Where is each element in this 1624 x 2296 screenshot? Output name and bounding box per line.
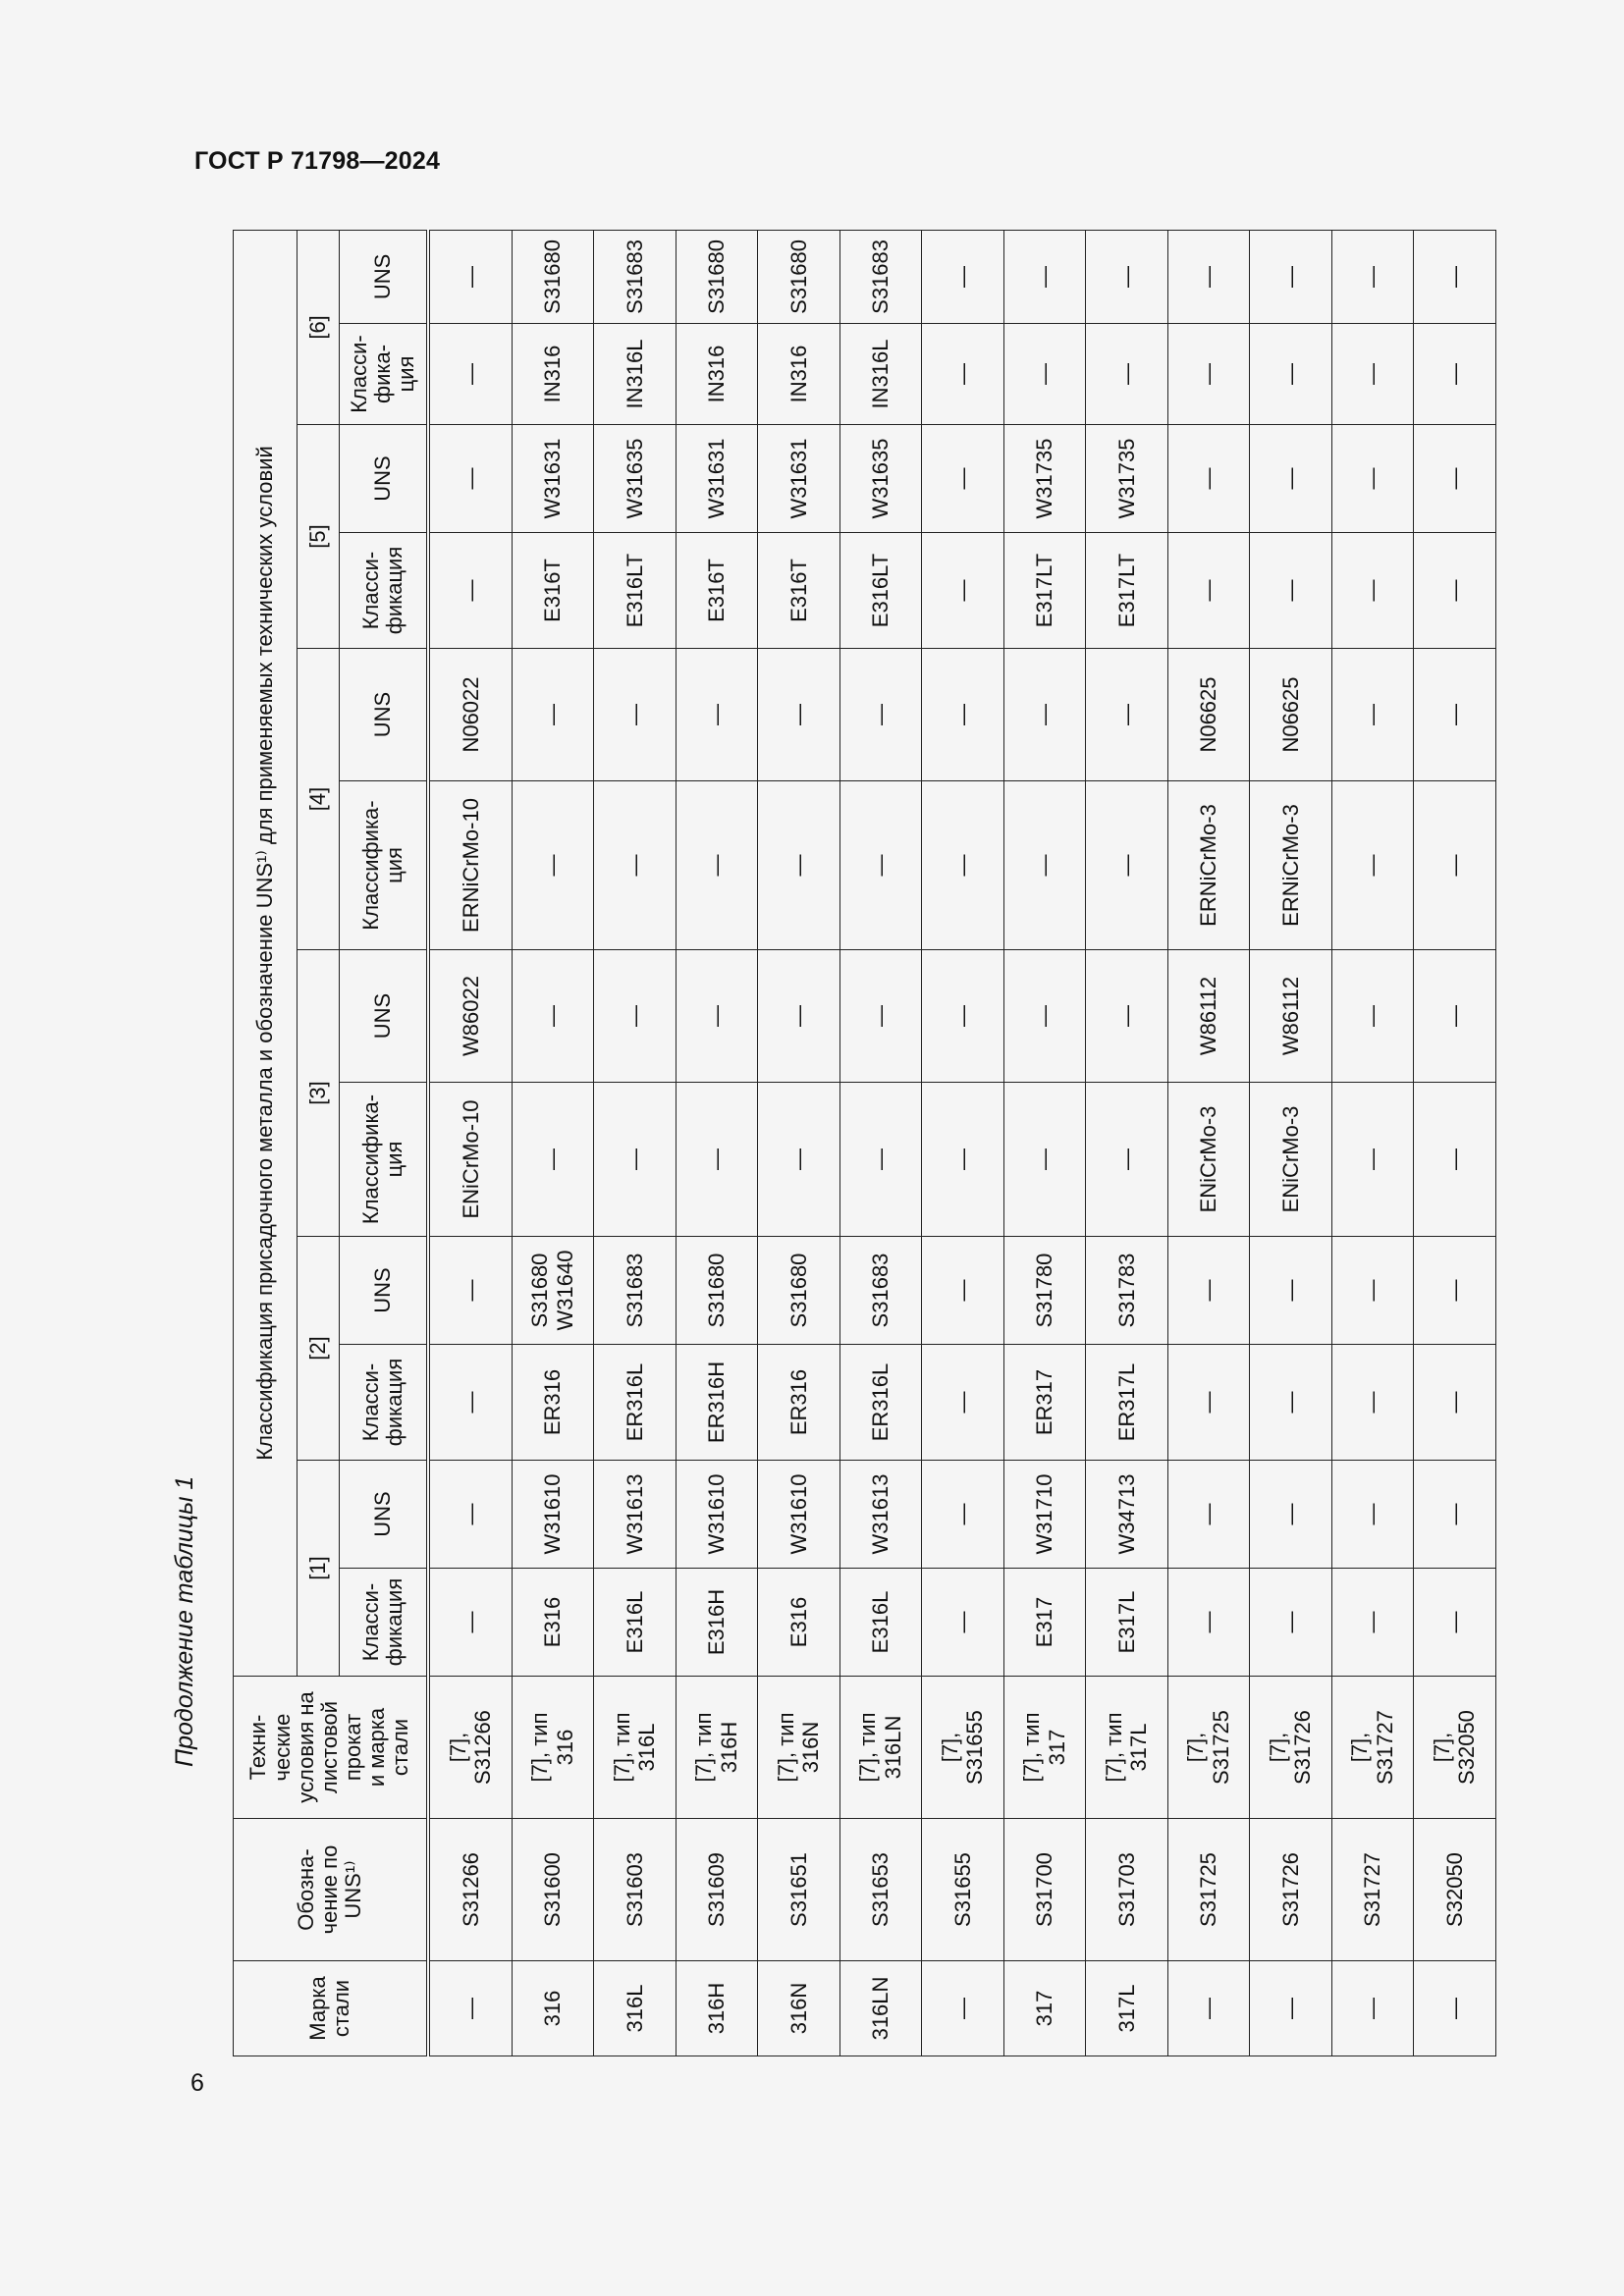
table-cell: S31726 [1250,1819,1332,1961]
table-cell: IN316 [512,324,594,425]
table-cell: — [922,1961,1004,2056]
table-cell: ER316L [839,1345,922,1461]
header-classification: Класси- фикация [340,533,429,649]
table-cell: — [594,1083,677,1237]
table-cell: — [594,950,677,1083]
table-cell: S31703 [1086,1819,1168,1961]
table-cell: [7], тип 316N [758,1677,840,1819]
table-cell: — [1003,950,1086,1083]
table-cell: W86112 [1250,950,1332,1083]
table-cell: 316N [758,1961,840,2056]
header-group-3: [3] [298,950,340,1237]
table-cell: — [1250,1345,1332,1461]
table-cell: — [1331,649,1414,781]
table-cell: — [1414,1345,1496,1461]
table-cell: — [1331,781,1414,950]
table-cell: — [1414,1569,1496,1677]
table-cell: W31631 [758,425,840,533]
table-cell: — [1167,1961,1250,2056]
table-cell: — [1414,425,1496,533]
table-cell: — [1414,230,1496,323]
header-filler-classification: Классификация присадочного металла и обозначение UNS¹⁾ для применяемых технических условий [234,230,298,1676]
table-cell: [7], S31266 [428,1677,512,1819]
table-cell: S31680 [676,230,758,323]
table-cell: — [428,533,512,649]
table-cell: E316T [676,533,758,649]
header-tech-conditions: Техни- ческие условия на листовой прокат и марка стали [234,1677,429,1819]
table-caption: Продолжение таблицы 1 [171,1475,198,1767]
table-cell: S31600 [512,1819,594,1961]
table-row [512,230,594,2056]
table-cell: W31631 [512,425,594,533]
table-cell: E317 [1003,1569,1086,1677]
table-cell: IN316L [839,324,922,425]
table-cell: — [1331,950,1414,1083]
caption-container [171,1443,230,1767]
table-cell: [7], тип 316L [594,1677,677,1819]
table-cell: — [1250,1569,1332,1677]
table-cell: ENiCrMo-3 [1250,1083,1332,1237]
table-cell: N06625 [1167,649,1250,781]
table-cell: — [1167,230,1250,323]
table-cell: W31635 [839,425,922,533]
table-cell: — [428,1461,512,1569]
table-cell: — [922,950,1004,1083]
table-cell: E317L [1086,1569,1168,1677]
table-cell: — [1086,649,1168,781]
table-cell: — [1414,781,1496,950]
table-cell: S31780 [1003,1237,1086,1345]
table-cell: E316T [512,533,594,649]
table-cell: — [758,781,840,950]
table-cell: — [1167,533,1250,649]
table-row [1003,230,1086,2056]
table-cell: IN316 [758,324,840,425]
table-cell: W31735 [1086,425,1168,533]
table-cell: 316H [676,1961,758,2056]
table-cell: — [839,781,922,950]
table-cell: — [839,1083,922,1237]
table-cell: — [1414,1083,1496,1237]
table-cell: — [1331,1345,1414,1461]
table-cell: [7], S31727 [1331,1677,1414,1819]
header-group-5: [5] [298,425,340,649]
table-cell: — [512,781,594,950]
table-cell: — [1414,533,1496,649]
table-row [1331,230,1414,2056]
table-cell: S31680 W31640 [512,1237,594,1345]
table-cell: — [512,1083,594,1237]
table-cell: — [1250,324,1332,425]
table-cell: — [922,781,1004,950]
header-group-1: [1] [298,1461,340,1677]
table-cell: — [1086,324,1168,425]
table-cell: S31683 [594,1237,677,1345]
table-cell: — [594,649,677,781]
table-cell: E316T [758,533,840,649]
header-group-2: [2] [298,1237,340,1461]
table-cell: — [839,649,922,781]
table-cell: — [1167,1569,1250,1677]
table-cell: W31613 [839,1461,922,1569]
header-uns: UNS [340,950,429,1083]
table-cell: — [1331,1961,1414,2056]
table-cell: W31610 [676,1461,758,1569]
header-classification: Класси- фикация [340,1345,429,1461]
table-cell: — [1167,1237,1250,1345]
table-row [758,230,840,2056]
header-classification: Класси- фикация [340,1569,429,1677]
table-cell: — [676,781,758,950]
table-row [839,230,922,2056]
table-cell: — [594,781,677,950]
table-cell: E316H [676,1569,758,1677]
table-cell: W31610 [758,1461,840,1569]
table-cell: — [922,1083,1004,1237]
table-cell: S31680 [758,230,840,323]
table-cell: — [1331,1569,1414,1677]
table-cell: — [758,649,840,781]
table-row [594,230,677,2056]
table-cell: — [1331,1083,1414,1237]
table-cell: — [922,1237,1004,1345]
table-cell: [7], S31726 [1250,1677,1332,1819]
table-cell: S31683 [839,230,922,323]
table-cell: S31680 [758,1237,840,1345]
table-cell: — [676,950,758,1083]
table-cell: — [1167,1345,1250,1461]
table-cell: S31651 [758,1819,840,1961]
table-cell: S31603 [594,1819,677,1961]
table-cell: 316LN [839,1961,922,2056]
table-cell: S31680 [512,230,594,323]
table-cell: ERNiCrMo-3 [1250,781,1332,950]
table-cell: — [1414,1961,1496,2056]
table-cell: — [428,230,512,323]
table-cell: ER316L [594,1345,677,1461]
header-uns-designation: Обозна- чение по UNS¹⁾ [234,1819,429,1961]
table-row [1167,230,1250,2056]
table-cell: — [1167,324,1250,425]
table-cell: — [1250,425,1332,533]
table-cell: W86112 [1167,950,1250,1083]
table-cell: — [922,230,1004,323]
table-cell: — [1414,1237,1496,1345]
header-group-4: [4] [298,649,340,950]
table-cell: — [1331,1237,1414,1345]
table-cell: ERNiCrMo-10 [428,781,512,950]
table-cell: — [1086,1083,1168,1237]
table-cell: — [839,950,922,1083]
table-cell: — [1167,1461,1250,1569]
table-cell: S31783 [1086,1237,1168,1345]
table-cell: S31655 [922,1819,1004,1961]
table-cell: — [922,1461,1004,1569]
table-cell: S31700 [1003,1819,1086,1961]
table-cell: ER316 [758,1345,840,1461]
table-cell: [7], S32050 [1414,1677,1496,1819]
table-cell: ENiCrMo-3 [1167,1083,1250,1237]
table-cell: — [1414,1461,1496,1569]
table-cell: — [922,1569,1004,1677]
table-cell: [7], тип 317L [1086,1677,1168,1819]
table-cell: IN316L [594,324,677,425]
table-row [1086,230,1168,2056]
table-cell: — [428,1961,512,2056]
table-cell: — [428,425,512,533]
table-cell: S31266 [428,1819,512,1961]
table-cell: — [1250,1461,1332,1569]
table-cell: E316LT [594,533,677,649]
table-cell: E316L [839,1569,922,1677]
table-cell: [7], тип 317 [1003,1677,1086,1819]
steel-filler-table [233,230,1496,2056]
header-classification: Классифика- ция [340,781,429,950]
table-cell: — [1086,781,1168,950]
table-cell: IN316 [676,324,758,425]
table-cell: ER317 [1003,1345,1086,1461]
page-number: 6 [190,2069,204,2097]
table-cell: W31635 [594,425,677,533]
table-cell: [7], тип 316LN [839,1677,922,1819]
table-cell: — [1414,950,1496,1083]
table-row [1250,230,1332,2056]
table-cell: — [1250,533,1332,649]
table-cell: S31609 [676,1819,758,1961]
table-cell: — [1414,324,1496,425]
table-cell: — [512,649,594,781]
header-group-6: [6] [298,230,340,424]
header-classification: Классифика- ция [340,1083,429,1237]
table-cell: — [1331,324,1414,425]
table-cell: S31683 [839,1237,922,1345]
rotated-table-container [233,231,1509,2056]
table-cell: — [428,324,512,425]
table-cell: [7], S31655 [922,1677,1004,1819]
table-cell: W31613 [594,1461,677,1569]
table-cell: ERNiCrMo-3 [1167,781,1250,950]
table-cell: — [676,649,758,781]
table-cell: — [1003,649,1086,781]
table-cell: S31725 [1167,1819,1250,1961]
table-cell: E316 [512,1569,594,1677]
table-cell: N06022 [428,649,512,781]
table-row [676,230,758,2056]
table-cell: — [1331,533,1414,649]
table-cell: — [1331,230,1414,323]
table-cell: ENiCrMo-10 [428,1083,512,1237]
table-cell: E317LT [1086,533,1168,649]
table-cell: — [922,425,1004,533]
table-cell: — [428,1345,512,1461]
table-cell: S32050 [1414,1819,1496,1961]
header-classification: Класси- фика- ция [340,324,429,425]
header-uns: UNS [340,230,429,323]
table-cell: — [1250,1237,1332,1345]
header-uns: UNS [340,1237,429,1345]
table-cell: ER316 [512,1345,594,1461]
table-cell: — [1250,230,1332,323]
table-cell: — [922,533,1004,649]
header-uns: UNS [340,649,429,781]
table-row [428,230,512,2056]
table-cell: — [1250,1961,1332,2056]
table-cell: — [428,1237,512,1345]
table-cell: — [758,950,840,1083]
table-cell: S31727 [1331,1819,1414,1961]
table-cell: S31680 [676,1237,758,1345]
table-cell: 317L [1086,1961,1168,2056]
table-cell: W31610 [512,1461,594,1569]
table-cell: W86022 [428,950,512,1083]
table-cell: — [1003,781,1086,950]
table-cell: W34713 [1086,1461,1168,1569]
table-cell: — [1003,230,1086,323]
table-cell: [7], S31725 [1167,1677,1250,1819]
table-cell: — [922,1345,1004,1461]
table-cell: W31735 [1003,425,1086,533]
header-steel-grade: Марка стали [234,1961,429,2056]
table-cell: W31710 [1003,1461,1086,1569]
table-row [1414,230,1496,2056]
table-cell: — [1003,1083,1086,1237]
table-cell: ER317L [1086,1345,1168,1461]
table-cell: — [922,324,1004,425]
table-cell: — [676,1083,758,1237]
header-uns: UNS [340,1461,429,1569]
table-cell: E316L [594,1569,677,1677]
table-cell: — [1414,649,1496,781]
table-cell: 316 [512,1961,594,2056]
table-cell: [7], тип 316 [512,1677,594,1819]
table-cell: — [1003,324,1086,425]
table-cell: E316 [758,1569,840,1677]
table-cell: 316L [594,1961,677,2056]
table-cell: ER316H [676,1345,758,1461]
table-cell: — [1331,1461,1414,1569]
table-cell: — [1331,425,1414,533]
table-cell: — [758,1083,840,1237]
table-cell: S31653 [839,1819,922,1961]
table-cell: W31631 [676,425,758,533]
table-cell: — [1086,950,1168,1083]
document-header: ГОСТ Р 71798—2024 [194,147,441,175]
table-cell: — [922,649,1004,781]
header-uns: UNS [340,425,429,533]
table-cell: — [1086,230,1168,323]
table-cell: E316LT [839,533,922,649]
table-cell: 317 [1003,1961,1086,2056]
table-cell: N06625 [1250,649,1332,781]
table-cell: — [1167,425,1250,533]
table-cell: — [512,950,594,1083]
table-cell: [7], тип 316H [676,1677,758,1819]
table-cell: E317LT [1003,533,1086,649]
table-cell: — [428,1569,512,1677]
table-cell: S31683 [594,230,677,323]
table-row [922,230,1004,2056]
